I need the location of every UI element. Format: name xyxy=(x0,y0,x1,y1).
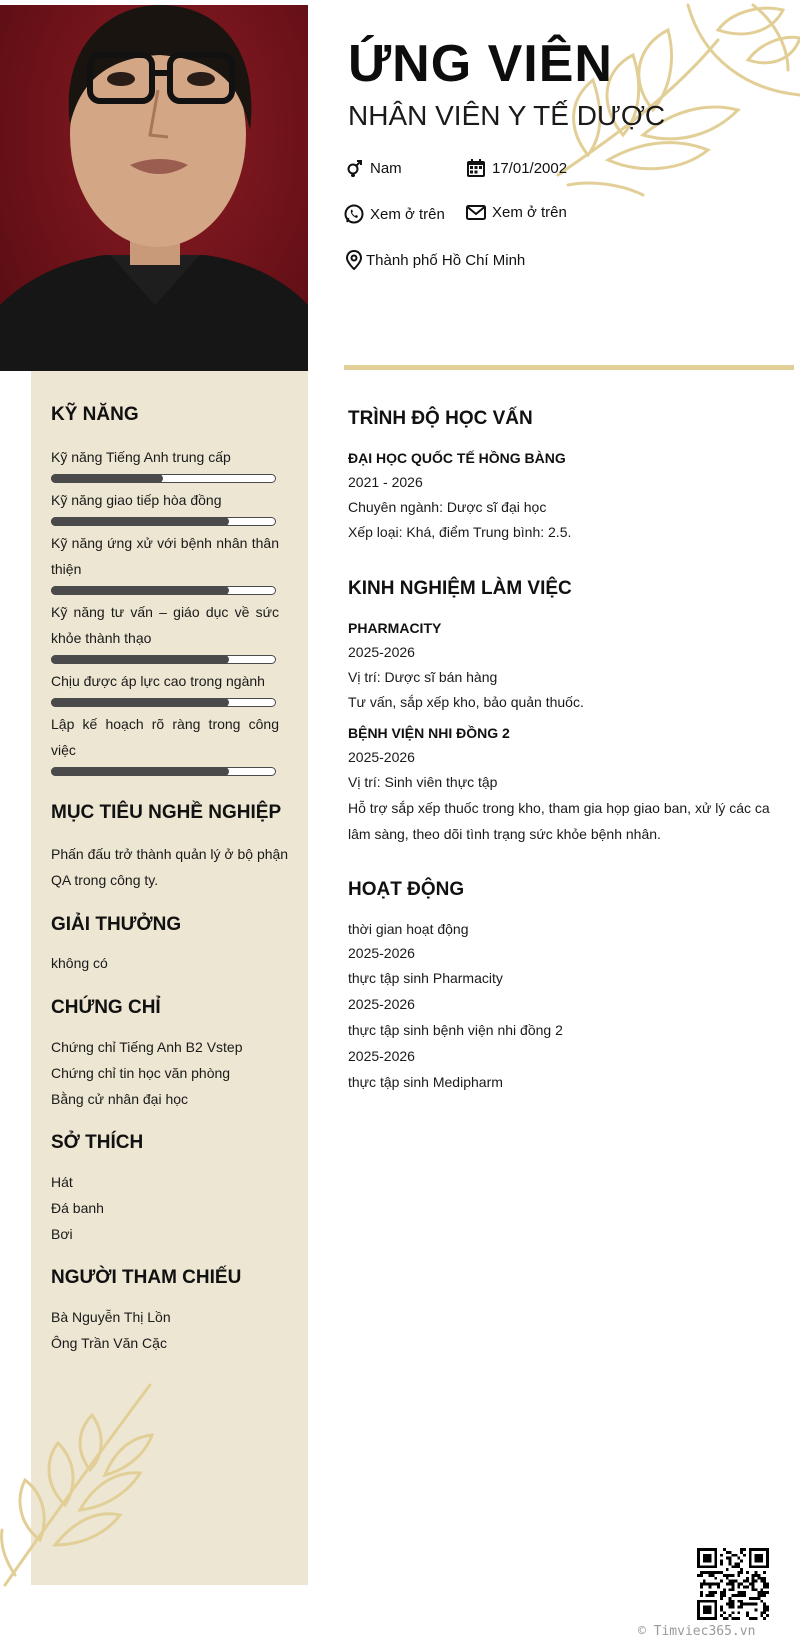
hobby-item: Hát xyxy=(51,1174,73,1190)
skill-bar-fill xyxy=(51,586,229,595)
skill-name: Kỹ năng Tiếng Anh trung cấp xyxy=(51,449,231,465)
profile-photo xyxy=(0,5,308,371)
activity-item: thực tập sinh Pharmacity xyxy=(348,970,503,986)
hobby-item: Bơi xyxy=(51,1226,73,1242)
skill-name: Kỹ năng ứng xử với bệnh nhân thân thiện xyxy=(51,535,279,577)
gender-text: Nam xyxy=(370,160,402,177)
skill-item xyxy=(51,487,279,513)
skill-name: Lập kế hoạch rõ ràng trong công việc xyxy=(51,716,279,758)
skill-bar-fill xyxy=(51,517,229,526)
skill-bar xyxy=(51,586,276,595)
skill-item xyxy=(51,530,279,582)
objective-text: Phấn đấu trở thành quản lý ở bộ phận QA trong công ty. xyxy=(51,846,289,888)
skill-item xyxy=(51,668,279,694)
skill-bar xyxy=(51,474,276,483)
activity-item: thực tập sinh Medipharm xyxy=(348,1074,503,1090)
education-title: TRÌNH ĐỘ HỌC VẤN xyxy=(348,408,533,429)
experience-title: KINH NGHIỆM LÀM VIỆC xyxy=(348,578,572,599)
skills-title: KỸ NĂNG xyxy=(51,404,139,425)
activity-item: thực tập sinh bệnh viện nhi đồng 2 xyxy=(348,1022,563,1038)
education-school: ĐẠI HỌC QUỐC TẾ HỒNG BÀNG xyxy=(348,450,566,466)
skill-item xyxy=(51,599,279,651)
candidate-name: ỨNG VIÊN xyxy=(348,35,613,93)
skill-item xyxy=(51,711,279,763)
skill-name: Chịu được áp lực cao trong ngành xyxy=(51,673,265,689)
qr-code[interactable] xyxy=(697,1548,769,1620)
skill-bar-fill xyxy=(51,474,163,483)
copyright-text: © Timviec365.vn xyxy=(638,1624,756,1639)
experience-role: Vị trí: Dược sĩ bán hàng xyxy=(348,669,498,685)
experience-desc: Hỗ trợ sắp xếp thuốc trong kho, tham gia họp giao ban, xử lý các ca lâm sàng, theo dõi tình trạng sức khỏe bệnh nhân. xyxy=(348,800,770,842)
cert-item: Chứng chỉ tin học văn phòng xyxy=(51,1065,231,1081)
leaf-decoration xyxy=(0,1375,160,1590)
experience-company: BỆNH VIỆN NHI ĐỒNG 2 xyxy=(348,725,510,741)
phone-text: Xem ở trên xyxy=(370,206,445,223)
email-text: Xem ở trên xyxy=(492,204,567,221)
skill-name: Kỹ năng giao tiếp hòa đồng xyxy=(51,492,222,508)
gender-icon xyxy=(344,158,364,178)
cert-item: Chứng chỉ Tiếng Anh B2 Vstep xyxy=(51,1039,243,1055)
header-divider xyxy=(344,365,794,370)
certs-title: CHỨNG CHỈ xyxy=(51,997,161,1018)
experience-company: PHARMACITY xyxy=(348,620,442,636)
hobbies-title: SỞ THÍCH xyxy=(51,1132,144,1153)
education-grade: Xếp loại: Khá, điểm Trung bình: 2.5. xyxy=(348,524,572,540)
experience-role: Vị trí: Sinh viên thực tập xyxy=(348,774,498,790)
experience-desc: Tư vấn, sắp xếp kho, bảo quản thuốc. xyxy=(348,694,584,710)
references-title: NGƯỜI THAM CHIẾU xyxy=(51,1267,242,1288)
location-pin-icon xyxy=(344,250,364,270)
activities-title: HOẠT ĐỘNG xyxy=(348,879,465,900)
awards-text: không có xyxy=(51,955,108,971)
education-years: 2021 - 2026 xyxy=(348,474,423,490)
objective-title: MỤC TIÊU NGHỀ NGHIỆP xyxy=(51,802,282,823)
skill-bar xyxy=(51,698,276,707)
activity-item: 2025-2026 xyxy=(348,996,415,1012)
activity-item: thời gian hoạt động xyxy=(348,921,469,937)
skill-bar xyxy=(51,517,276,526)
experience-years: 2025-2026 xyxy=(348,749,415,765)
skill-bar xyxy=(51,655,276,664)
reference-item: Bà Nguyễn Thị Lồn xyxy=(51,1309,171,1325)
education-major: Chuyên ngành: Dược sĩ đại học xyxy=(348,499,547,515)
dob-text: 17/01/2002 xyxy=(492,160,568,177)
skill-item xyxy=(51,444,279,470)
skill-bar-fill xyxy=(51,655,229,664)
activity-item: 2025-2026 xyxy=(348,1048,415,1064)
reference-item: Ông Trần Văn Cặc xyxy=(51,1335,167,1351)
address-text: Thành phố Hồ Chí Minh xyxy=(366,252,526,269)
skill-bar-fill xyxy=(51,767,229,776)
hobby-item: Đá banh xyxy=(51,1200,104,1216)
skill-name: Kỹ năng tư vấn – giáo dục về sức khỏe thành thạo xyxy=(51,604,279,646)
skill-bar-fill xyxy=(51,698,229,707)
calendar-icon xyxy=(466,158,486,178)
activity-item: 2025-2026 xyxy=(348,945,415,961)
skill-bar xyxy=(51,767,276,776)
mail-icon xyxy=(466,202,486,222)
experience-years: 2025-2026 xyxy=(348,644,415,660)
candidate-title: NHÂN VIÊN Y TẾ DƯỢC xyxy=(348,100,666,131)
awards-title: GIẢI THƯỞNG xyxy=(51,914,182,935)
phone-icon xyxy=(344,204,364,224)
cert-item: Bằng cử nhân đại học xyxy=(51,1091,189,1107)
